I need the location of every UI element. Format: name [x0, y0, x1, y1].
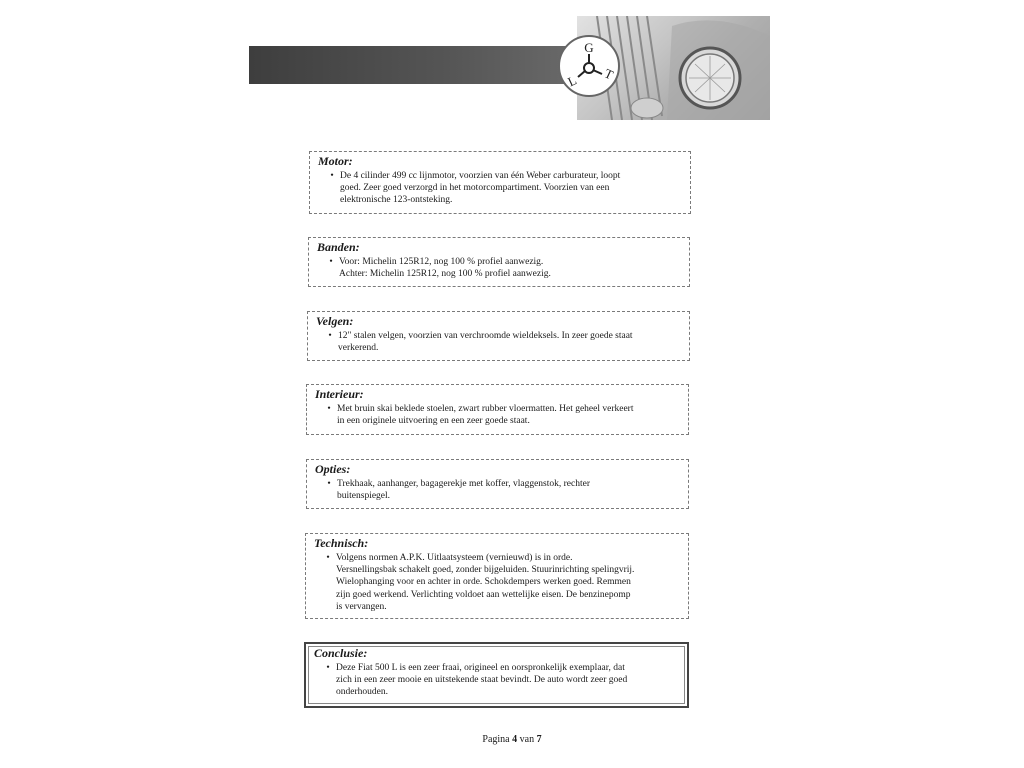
section-banden	[308, 237, 690, 287]
bullet-icon: •	[329, 257, 333, 267]
bullet-icon: •	[326, 553, 330, 563]
section-title: Interieur:	[315, 387, 364, 401]
bullet-icon: •	[328, 331, 332, 341]
section-text: De 4 cilinder 499 cc lijnmotor, voorzien van één Weber carburateur, loopt goed. Zeer goed verzorgd in het motorcompartiment. Voorzien van een elektronische 123-ontsteking.	[340, 171, 621, 206]
got-logo	[558, 35, 620, 97]
logo-letter-t: T	[602, 65, 616, 83]
header-band	[249, 46, 579, 84]
section-interieur	[306, 384, 689, 435]
section-text: 12" stalen velgen, voorzien van verchroomde wieldeksels. In zeer goede staat verkerend.	[338, 331, 633, 354]
page-prefix: Pagina	[482, 734, 510, 745]
bullet-icon: •	[327, 479, 331, 489]
page-number	[0, 734, 1024, 745]
section-title: Velgen:	[316, 314, 354, 328]
logo-letter-l: L	[565, 72, 579, 90]
bullet-icon: •	[326, 663, 330, 673]
section-conclusie	[304, 642, 689, 708]
bullet-icon: •	[330, 171, 334, 181]
section-title: Opties:	[315, 462, 351, 476]
section-text: Voor: Michelin 125R12, nog 100 % profiel aanwezig. Achter: Michelin 125R12, nog 100 % profiel aanwezig.	[339, 257, 551, 280]
section-technisch	[305, 533, 689, 619]
logo-letter-g: G	[584, 40, 594, 55]
section-title: Motor:	[318, 154, 353, 168]
section-text: Met bruin skai beklede stoelen, zwart rubber vloermatten. Het geheel verkeert in een originele uitvoering en een zeer goede staat.	[337, 404, 634, 427]
section-velgen	[307, 311, 690, 361]
section-title: Technisch:	[314, 536, 369, 550]
page-current: 4	[512, 734, 518, 745]
logo-icon	[560, 37, 618, 95]
section-text: Deze Fiat 500 L is een zeer fraai, origineel en oorspronkelijk exemplaar, dat zich in een zeer mooie en uitstekende staat bevindt. De auto wordt zeer goed onderhouden.	[336, 663, 628, 698]
bullet-icon: •	[327, 404, 331, 414]
section-text: Volgens normen A.P.K. Uitlaatsysteem (vernieuwd) is in orde. Versnellingsbak schakelt goed, zonder bijgeluiden. Stuurinrichting spelingvrij. Wielophanging voor en achter in orde. Schokdempers werken goed. Remmen zijn goed werkend. Verlichting voldoet aan wettelijke eisen. De benzinepomp is vervangen.	[336, 553, 635, 612]
section-opties	[306, 459, 689, 509]
section-text: Trekhaak, aanhanger, bagagerekje met koffer, vlaggenstok, rechter buitenspiegel.	[337, 479, 590, 502]
logo-letter-o: O	[588, 72, 590, 73]
section-title: Conclusie:	[314, 646, 368, 660]
page-separator: van	[519, 734, 535, 745]
section-title: Banden:	[317, 240, 360, 254]
section-motor	[309, 151, 691, 214]
page-total: 7	[536, 734, 542, 745]
